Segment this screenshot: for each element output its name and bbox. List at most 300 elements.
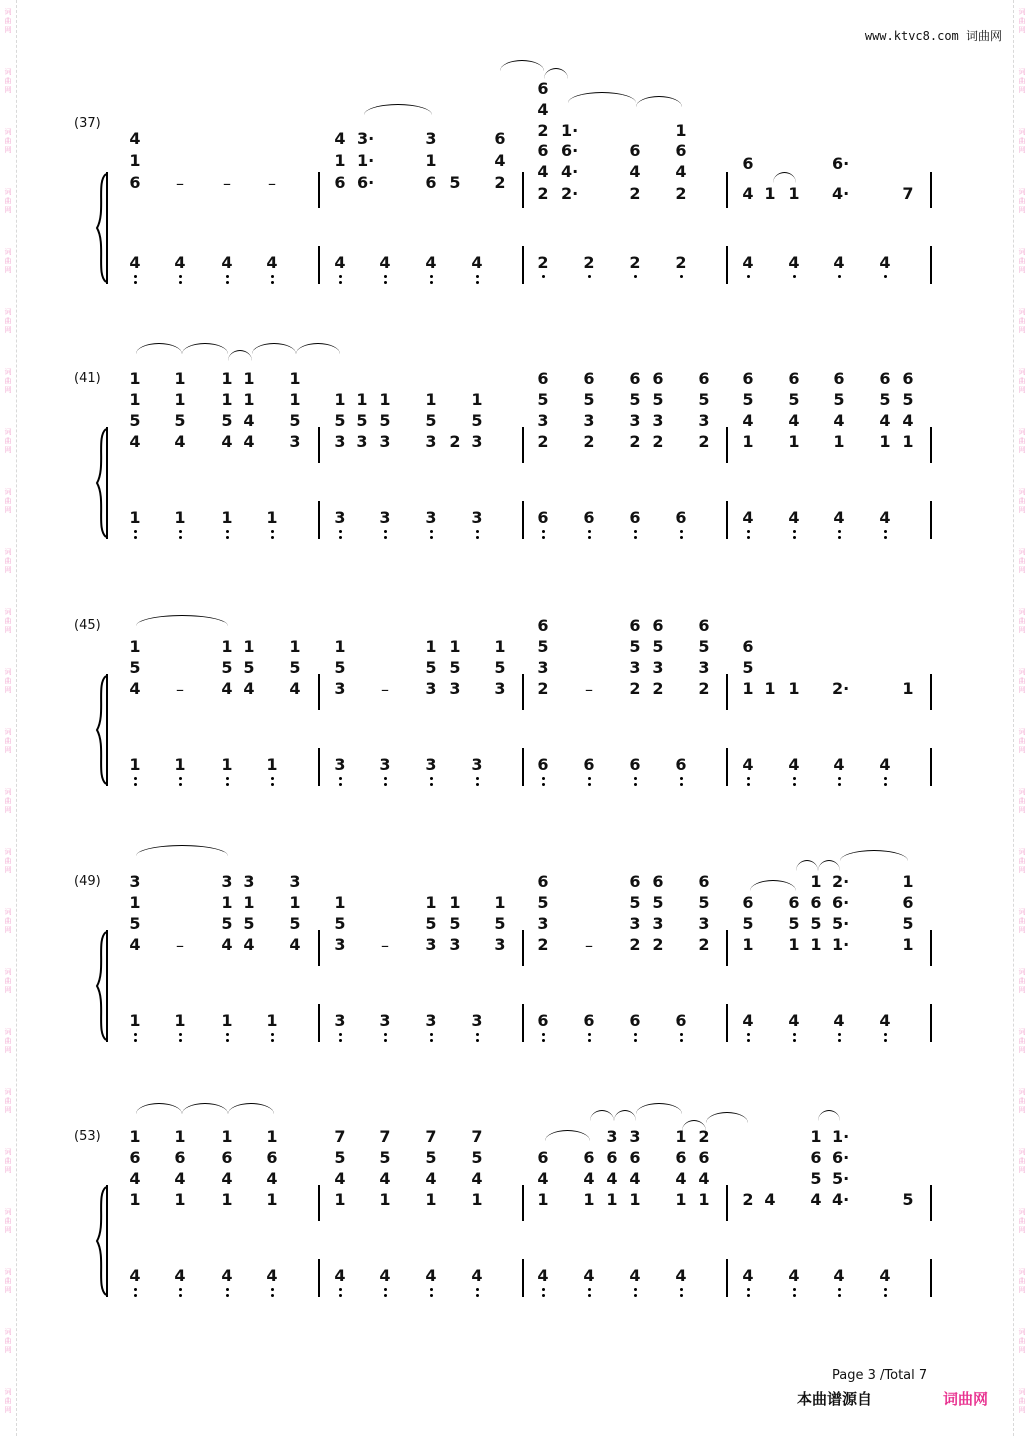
octave-dot — [588, 777, 591, 780]
tie-arc — [136, 845, 228, 856]
octave-dot — [430, 783, 433, 786]
melody-note: 3 — [652, 914, 664, 933]
watermark-glyphs: 词 曲 网 — [1018, 788, 1026, 814]
melody-note: 4 — [494, 151, 506, 170]
bass-note: 6 — [583, 1011, 595, 1030]
melody-note: 7 — [425, 1127, 437, 1146]
melody-note: 6 — [879, 369, 891, 388]
octave-dot — [680, 1039, 683, 1042]
bass-note: 4 — [742, 253, 754, 272]
bass-note: 4 — [471, 253, 483, 272]
melody-note: 1 — [449, 637, 461, 656]
tie-arc — [796, 860, 818, 871]
melody-note: 5 — [379, 1148, 391, 1167]
octave-dot — [542, 1039, 545, 1042]
melody-note: 6 — [742, 893, 754, 912]
melody-note: 3 — [652, 658, 664, 677]
melody-note: 5 — [652, 637, 664, 656]
barline — [522, 748, 524, 786]
octave-dot — [430, 275, 433, 278]
bass-note: 4 — [833, 1011, 845, 1030]
melody-note: 3 — [425, 935, 437, 954]
tie-arc — [228, 1103, 274, 1114]
melody-note: 4· — [832, 184, 850, 203]
barline — [726, 674, 728, 710]
bass-note: 6 — [675, 755, 687, 774]
melody-note: 6· — [832, 1148, 850, 1167]
watermark-glyphs: 词 曲 网 — [4, 188, 12, 214]
melody-note: 6 — [629, 141, 641, 160]
octave-dot — [634, 530, 637, 533]
bass-note: 3 — [471, 755, 483, 774]
octave-dot — [179, 1288, 182, 1291]
melody-note: 4 — [129, 935, 141, 954]
melody-note: 4 — [629, 162, 641, 181]
melody-note: 1 — [289, 637, 301, 656]
watermark-glyphs: 词 曲 网 — [4, 608, 12, 634]
octave-dot — [747, 1033, 750, 1036]
melody-note: 5 — [902, 1190, 914, 1209]
octave-dot — [884, 1288, 887, 1291]
melody-note: 1 — [174, 369, 186, 388]
melody-note: 5 — [449, 173, 461, 192]
melody-note: 6 — [629, 369, 641, 388]
melody-note: 1 — [129, 369, 141, 388]
melody-note: 5 — [289, 914, 301, 933]
melody-note: 4 — [742, 411, 754, 430]
octave-dot — [476, 1033, 479, 1036]
melody-note: 1 — [425, 893, 437, 912]
melody-note: 5 — [449, 658, 461, 677]
octave-dot — [747, 536, 750, 539]
octave-dot — [384, 275, 387, 278]
measure-number: (37) — [74, 116, 101, 131]
melody-note: 3 — [425, 679, 437, 698]
octave-dot — [884, 1039, 887, 1042]
octave-dot — [226, 530, 229, 533]
system-line — [106, 930, 108, 1042]
melody-note: 5 — [698, 893, 710, 912]
watermark-glyphs: 词 曲 网 — [1018, 1088, 1026, 1114]
melody-note: 1 — [379, 1190, 391, 1209]
melody-note: 1 — [425, 151, 437, 170]
octave-dot — [793, 1033, 796, 1036]
melody-note: 4· — [561, 162, 579, 181]
octave-dot — [339, 1288, 342, 1291]
melody-note: 1 — [129, 637, 141, 656]
melody-note: 6 — [698, 369, 710, 388]
melody-note: 5 — [334, 658, 346, 677]
octave-dot — [226, 1033, 229, 1036]
melody-note: 1 — [221, 893, 233, 912]
barline — [726, 172, 728, 208]
melody-note: 6 — [629, 872, 641, 891]
octave-dot — [226, 777, 229, 780]
octave-dot — [339, 783, 342, 786]
melody-note: 3· — [357, 129, 375, 148]
melody-note: 5 — [494, 914, 506, 933]
melody-note: 4 — [243, 679, 255, 698]
melody-note: 2 — [629, 935, 641, 954]
melody-note: 5 — [243, 658, 255, 677]
melody-note: 5 — [652, 390, 664, 409]
octave-dot — [476, 777, 479, 780]
octave-dot — [430, 1039, 433, 1042]
watermark-glyphs: 词 曲 网 — [1018, 548, 1026, 574]
octave-dot — [680, 777, 683, 780]
octave-dot — [226, 1288, 229, 1291]
watermark-glyphs: 词 曲 网 — [4, 68, 12, 94]
octave-dot — [384, 783, 387, 786]
bass-note: 3 — [379, 755, 391, 774]
tie-arc — [614, 1110, 636, 1121]
octave-dot — [384, 1294, 387, 1297]
melody-note: 3 — [537, 914, 549, 933]
octave-dot — [339, 1039, 342, 1042]
bass-note: 4 — [537, 1266, 549, 1285]
bass-note: 6 — [629, 755, 641, 774]
melody-note: 2 — [629, 184, 641, 203]
bass-note: 6 — [537, 755, 549, 774]
melody-note: 5 — [902, 914, 914, 933]
melody-note: 3 — [449, 679, 461, 698]
melody-note: 1· — [357, 151, 375, 170]
bass-note: 6 — [537, 508, 549, 527]
bass-note: 4 — [879, 1266, 891, 1285]
barline — [930, 1004, 932, 1042]
watermark-glyphs: 词 曲 网 — [1018, 608, 1026, 634]
octave-dot — [339, 536, 342, 539]
measure-number: (49) — [74, 874, 101, 889]
bass-note: 4 — [879, 253, 891, 272]
melody-note: – — [585, 936, 593, 955]
octave-dot — [134, 530, 137, 533]
bass-note: 4 — [266, 1266, 278, 1285]
tie-arc — [364, 104, 432, 115]
watermark-glyphs: 词 曲 网 — [4, 908, 12, 934]
melody-note: 5 — [788, 914, 800, 933]
octave-dot — [747, 275, 750, 278]
octave-dot — [634, 275, 637, 278]
melody-note: – — [585, 680, 593, 699]
octave-dot — [339, 777, 342, 780]
barline — [318, 1004, 320, 1042]
melody-note: 1 — [742, 679, 754, 698]
octave-dot — [384, 1288, 387, 1291]
barline — [930, 427, 932, 463]
melody-note: 1 — [494, 637, 506, 656]
melody-note: 5 — [425, 411, 437, 430]
tie-arc — [636, 96, 682, 107]
octave-dot — [542, 1033, 545, 1036]
melody-note: 1 — [471, 1190, 483, 1209]
octave-dot — [884, 275, 887, 278]
melody-note: 4 — [243, 432, 255, 451]
octave-dot — [634, 1294, 637, 1297]
melody-note: 6 — [810, 893, 822, 912]
octave-dot — [542, 1288, 545, 1291]
barline — [318, 1185, 320, 1221]
octave-dot — [271, 1039, 274, 1042]
watermark-glyphs: 词 曲 网 — [1018, 248, 1026, 274]
melody-note: 5 — [810, 914, 822, 933]
system-line — [106, 427, 108, 539]
barline — [726, 501, 728, 539]
melody-note: 5 — [833, 390, 845, 409]
tie-arc — [182, 343, 228, 354]
bass-note: 2 — [537, 253, 549, 272]
melody-note: 5 — [788, 390, 800, 409]
melody-note: 5 — [425, 1148, 437, 1167]
barline — [318, 501, 320, 539]
barline — [930, 674, 932, 710]
melody-note: 6 — [652, 616, 664, 635]
barline — [522, 674, 524, 710]
melody-note: 4 — [266, 1169, 278, 1188]
melody-note: 7 — [334, 1127, 346, 1146]
octave-dot — [838, 1288, 841, 1291]
octave-dot — [884, 1033, 887, 1036]
melody-note: – — [176, 174, 184, 193]
bass-note: 1 — [221, 508, 233, 527]
barline — [522, 1004, 524, 1042]
octave-dot — [542, 275, 545, 278]
octave-dot — [179, 777, 182, 780]
octave-dot — [634, 1039, 637, 1042]
melody-note: 4 — [221, 935, 233, 954]
melody-note: 2· — [832, 872, 850, 891]
melody-note: 2· — [832, 679, 850, 698]
watermark-glyphs: 词 曲 网 — [1018, 8, 1026, 34]
barline — [726, 1259, 728, 1297]
melody-note: 5· — [832, 914, 850, 933]
octave-dot — [271, 1294, 274, 1297]
watermark-glyphs: 词 曲 网 — [4, 668, 12, 694]
octave-dot — [226, 783, 229, 786]
watermark-glyphs: 词 曲 网 — [4, 1148, 12, 1174]
bass-note: 4 — [221, 253, 233, 272]
watermark-glyphs: 词 曲 网 — [4, 308, 12, 334]
barline — [522, 1185, 524, 1221]
melody-note: 1 — [174, 390, 186, 409]
melody-note: 4 — [243, 411, 255, 430]
melody-note: 6 — [129, 173, 141, 192]
melody-note: 3 — [698, 411, 710, 430]
melody-note: 4 — [471, 1169, 483, 1188]
bass-note: 3 — [471, 1011, 483, 1030]
tie-arc — [568, 92, 636, 103]
octave-dot — [838, 1039, 841, 1042]
watermark-glyphs: 词 曲 网 — [1018, 908, 1026, 934]
melody-note: 4 — [788, 411, 800, 430]
bass-note: 1 — [174, 508, 186, 527]
melody-note: 4 — [221, 679, 233, 698]
octave-dot — [838, 777, 841, 780]
octave-dot — [384, 530, 387, 533]
barline — [522, 427, 524, 463]
bass-note: 2 — [629, 253, 641, 272]
barline — [726, 427, 728, 463]
melody-note: 5 — [810, 1169, 822, 1188]
bass-note: 4 — [833, 1266, 845, 1285]
melody-note: 5 — [174, 411, 186, 430]
octave-dot — [134, 281, 137, 284]
melody-note: 6 — [425, 173, 437, 192]
octave-dot — [271, 281, 274, 284]
octave-dot — [179, 1294, 182, 1297]
melody-note: 5 — [289, 411, 301, 430]
octave-dot — [179, 530, 182, 533]
octave-dot — [384, 536, 387, 539]
melody-note: 1 — [788, 935, 800, 954]
melody-note: 1 — [494, 893, 506, 912]
system-line — [106, 172, 108, 284]
melody-note: 6 — [652, 872, 664, 891]
octave-dot — [588, 1039, 591, 1042]
bass-note: 4 — [833, 755, 845, 774]
tie-arc — [840, 850, 908, 861]
melody-note: 1 — [833, 432, 845, 451]
melody-note: 4 — [289, 679, 301, 698]
bass-note: 4 — [788, 1266, 800, 1285]
tie-arc — [545, 1130, 590, 1141]
melody-note: 1 — [129, 893, 141, 912]
octave-dot — [226, 281, 229, 284]
barline — [318, 930, 320, 966]
melody-note: 4 — [698, 1169, 710, 1188]
melody-note: 1 — [902, 935, 914, 954]
bass-note: 4 — [425, 1266, 437, 1285]
melody-note: 1 — [289, 369, 301, 388]
octave-dot — [542, 536, 545, 539]
octave-dot — [793, 1039, 796, 1042]
site-url: www.ktvc8.com 词曲网 — [864, 29, 1002, 43]
melody-note: 1 — [902, 679, 914, 698]
octave-dot — [680, 1288, 683, 1291]
bass-note: 4 — [833, 508, 845, 527]
melody-note: 1 — [675, 1190, 687, 1209]
melody-note: 6 — [537, 616, 549, 635]
melody-note: 4 — [833, 411, 845, 430]
bass-note: 4 — [742, 1266, 754, 1285]
tie-arc — [252, 343, 296, 354]
octave-dot — [179, 536, 182, 539]
melody-note: 5 — [629, 893, 641, 912]
melody-note: 4 — [879, 411, 891, 430]
octave-dot — [747, 1039, 750, 1042]
octave-dot — [588, 536, 591, 539]
octave-dot — [226, 275, 229, 278]
barline — [930, 501, 932, 539]
melody-note: 6· — [832, 893, 850, 912]
melody-note: 3 — [629, 411, 641, 430]
melody-note: 6 — [583, 1148, 595, 1167]
octave-dot — [271, 275, 274, 278]
melody-note: 3 — [629, 1127, 641, 1146]
melody-note: 3 — [334, 935, 346, 954]
octave-dot — [384, 1033, 387, 1036]
octave-dot — [793, 1294, 796, 1297]
bass-note: 1 — [174, 1011, 186, 1030]
bass-note: 4 — [742, 755, 754, 774]
octave-dot — [634, 783, 637, 786]
melody-note: – — [176, 936, 184, 955]
bass-note: 1 — [129, 508, 141, 527]
bass-note: 1 — [221, 1011, 233, 1030]
melody-note: 6 — [698, 616, 710, 635]
melody-note: 1· — [561, 121, 579, 140]
melody-note: 1 — [764, 679, 776, 698]
octave-dot — [384, 281, 387, 284]
bass-note: 3 — [471, 508, 483, 527]
octave-dot — [179, 1033, 182, 1036]
melody-note: 3 — [289, 872, 301, 891]
octave-dot — [747, 1294, 750, 1297]
melody-note: 5 — [221, 658, 233, 677]
barline — [930, 172, 932, 208]
bass-note: 4 — [471, 1266, 483, 1285]
bass-note: 4 — [221, 1266, 233, 1285]
melody-note: 5 — [494, 658, 506, 677]
octave-dot — [271, 783, 274, 786]
watermark-glyphs: 词 曲 网 — [4, 368, 12, 394]
melody-note: 5 — [902, 390, 914, 409]
bass-note: 4 — [788, 755, 800, 774]
measure-number: (41) — [74, 371, 101, 386]
watermark-glyphs: 词 曲 网 — [1018, 1328, 1026, 1354]
bass-note: 4 — [174, 1266, 186, 1285]
melody-note: 1 — [606, 1190, 618, 1209]
melody-note: 5 — [243, 914, 255, 933]
melody-note: 4 — [379, 1169, 391, 1188]
melody-note: 5 — [289, 658, 301, 677]
octave-dot — [134, 1288, 137, 1291]
melody-note: 1· — [832, 1127, 850, 1146]
measure-number: (45) — [74, 618, 101, 633]
bass-note: 4 — [675, 1266, 687, 1285]
octave-dot — [271, 1288, 274, 1291]
watermark-glyphs: 词 曲 网 — [4, 428, 12, 454]
bass-note: 4 — [425, 253, 437, 272]
octave-dot — [476, 1294, 479, 1297]
watermark-glyphs: 词 曲 网 — [4, 248, 12, 274]
watermark-glyphs: 词 曲 网 — [1018, 368, 1026, 394]
barline — [522, 1259, 524, 1297]
melody-note: 6 — [902, 369, 914, 388]
tie-arc — [818, 1110, 840, 1121]
octave-dot — [476, 530, 479, 533]
octave-dot — [884, 783, 887, 786]
system-line — [106, 674, 108, 786]
watermark-glyphs: 词 曲 网 — [4, 1268, 12, 1294]
barline — [930, 1259, 932, 1297]
melody-note: 5 — [742, 658, 754, 677]
melody-note: 6 — [742, 637, 754, 656]
melody-note: 6 — [788, 369, 800, 388]
melody-note: 5 — [334, 1148, 346, 1167]
melody-note: 5 — [537, 390, 549, 409]
melody-note: 3 — [425, 432, 437, 451]
melody-note: 1 — [471, 390, 483, 409]
melody-note: 4 — [810, 1190, 822, 1209]
octave-dot — [134, 1033, 137, 1036]
melody-note: 5 — [879, 390, 891, 409]
melody-note: 5 — [221, 914, 233, 933]
tie-arc — [590, 1110, 614, 1121]
melody-note: 1 — [788, 679, 800, 698]
bass-note: 1 — [221, 755, 233, 774]
barline — [318, 427, 320, 463]
